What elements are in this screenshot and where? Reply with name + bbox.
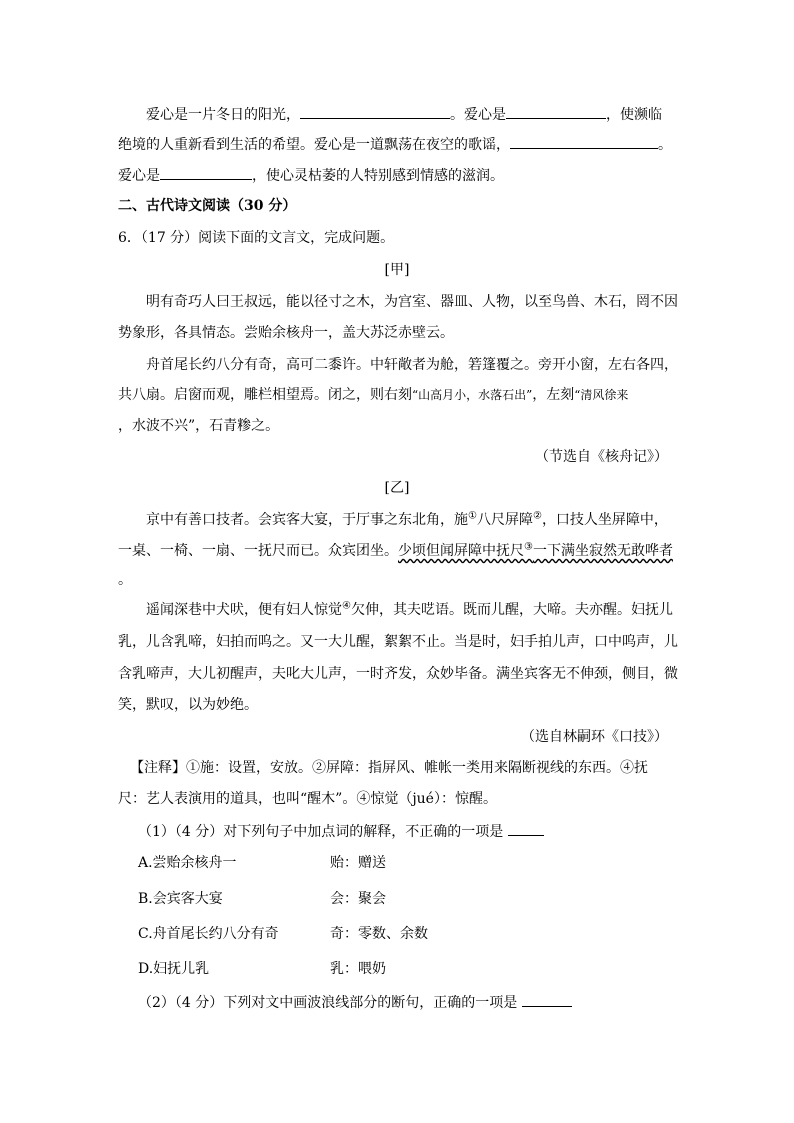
quote: “清风徐来 [574, 388, 629, 402]
answer-blank[interactable] [522, 992, 572, 1007]
option-d-explanation: 乳：喂奶 [330, 961, 386, 977]
passage-line: 含乳啼声，大儿初醒声，夫叱大儿声，一时齐发，众妙毕备。满坐宾客无不伸颈，侧目，微 [118, 666, 678, 682]
option-d: D.妇抚儿乳 [138, 961, 210, 977]
text: ，使心灵枯萎的人特别感到情感的滋润。 [252, 168, 504, 184]
text: 爱心是一片冬日的阳光， [146, 107, 300, 123]
text: 遥闻深巷中犬吠，便有妇人惊觉 [146, 602, 342, 618]
sub-question [138, 992, 698, 1013]
text: 爱心是 [118, 168, 160, 184]
wavy-underline-text [398, 543, 673, 559]
passage-line: 乳，儿含乳啼，妇拍而呜之。又一大儿醒，絮絮不止。当是时，妇手拍儿声，口中呜声，儿 [118, 634, 678, 650]
text: 少顷但闻屏障中抚尺 [398, 543, 524, 559]
text: 。爱心是 [450, 107, 506, 123]
passage-line: 。 [118, 572, 132, 588]
passage-line: 势象形，各具情态。尝贻余核舟一，盖大苏泛赤壁云。 [118, 325, 454, 341]
passage-line [118, 385, 678, 405]
footnote-mark: ② [532, 510, 542, 522]
text: 欠伸，其夫呓语。既而儿醒，大啼。夫亦醒。妇抚儿 [350, 602, 673, 618]
fill-blank[interactable] [510, 134, 658, 149]
passage-line [118, 541, 678, 561]
passage-line [146, 600, 706, 620]
text: 一下满坐寂然无敢哗者 [532, 543, 673, 559]
text: 共八扇。启窗而观，雕栏相望焉。闭之，则右刻 [118, 387, 412, 403]
passage-source: （选自林嗣环《口技》） [521, 729, 668, 745]
passage-source: （节选自《核舟记》） [535, 449, 668, 465]
text: 八尺屏障 [476, 512, 533, 528]
sub-question [138, 821, 698, 842]
answer-blank[interactable] [508, 821, 544, 836]
passage-title: [甲] [384, 262, 410, 278]
footnote-mark: ① [468, 510, 477, 522]
annotation-line: 【注释】①施：设置，安放。②屏障：指屏风、帷帐一类用来隔断视线的东西。④抚 [130, 760, 648, 776]
footnote-mark: ③ [524, 541, 533, 553]
text: 。 [658, 137, 672, 153]
passage-line: 明有奇巧人曰王叔远，能以径寸之木，为宫室、器皿、人物，以至鸟兽、木石，罔不因 [146, 294, 678, 310]
section-heading: 二、古代诗文阅读（30 分） [118, 198, 297, 214]
text: ，使濒临 [606, 107, 662, 123]
passage-line: 舟首尾长约八分有奇，高可二黍许。中轩敞者为舱，箬篷覆之。旁开小窗，左右各四， [146, 357, 678, 373]
option-c: C.舟首尾长约八分有奇 [138, 926, 279, 942]
passage-line [146, 104, 706, 125]
passage-line: ，水波不兴”，石青糁之。 [118, 418, 280, 434]
text: （1）（4 分）对下列句子中加点词的解释，不正确的一项是 [138, 824, 504, 840]
option-a: A.尝贻余核舟一 [138, 855, 237, 871]
text: 京中有善口技者。会宾客大宴，于厅事之东北角，施 [146, 512, 468, 528]
passage-line [146, 510, 706, 530]
annotation-line: 尺：艺人表演用的道具，也叫“醒木”。④惊觉（jué）：惊醒。 [118, 791, 497, 807]
footnote-mark: ④ [342, 600, 351, 612]
text: ，左刻 [532, 387, 575, 403]
fill-blank[interactable] [506, 104, 606, 119]
fill-blank[interactable] [160, 165, 252, 180]
option-a-explanation: 贻：赠送 [330, 855, 386, 871]
option-c-explanation: 奇：零数、余数 [330, 926, 428, 942]
passage-line [118, 165, 678, 186]
passage-line: 笑，默叹，以为妙绝。 [118, 697, 258, 713]
text: 一桌、一椅、一扇、一抚尺而已。众宾团坐。 [118, 543, 398, 559]
text: （2）（4 分）下列对文中画波浪线部分的断句，正确的一项是 [138, 995, 518, 1011]
option-b: B.会宾客大宴 [138, 891, 223, 907]
passage-line [118, 134, 678, 155]
passage-title: [乙] [384, 480, 410, 496]
quote: “山高月小，水落石出” [412, 388, 533, 402]
text: ，口技人坐屏障中， [541, 512, 668, 528]
fill-blank[interactable] [300, 104, 450, 119]
question-intro: 6．（17 分）阅读下面的文言文，完成问题。 [118, 230, 395, 246]
option-b-explanation: 会：聚会 [330, 891, 386, 907]
text: 绝境的人重新看到生活的希望。爱心是一道飘荡在夜空的歌谣， [118, 137, 510, 153]
